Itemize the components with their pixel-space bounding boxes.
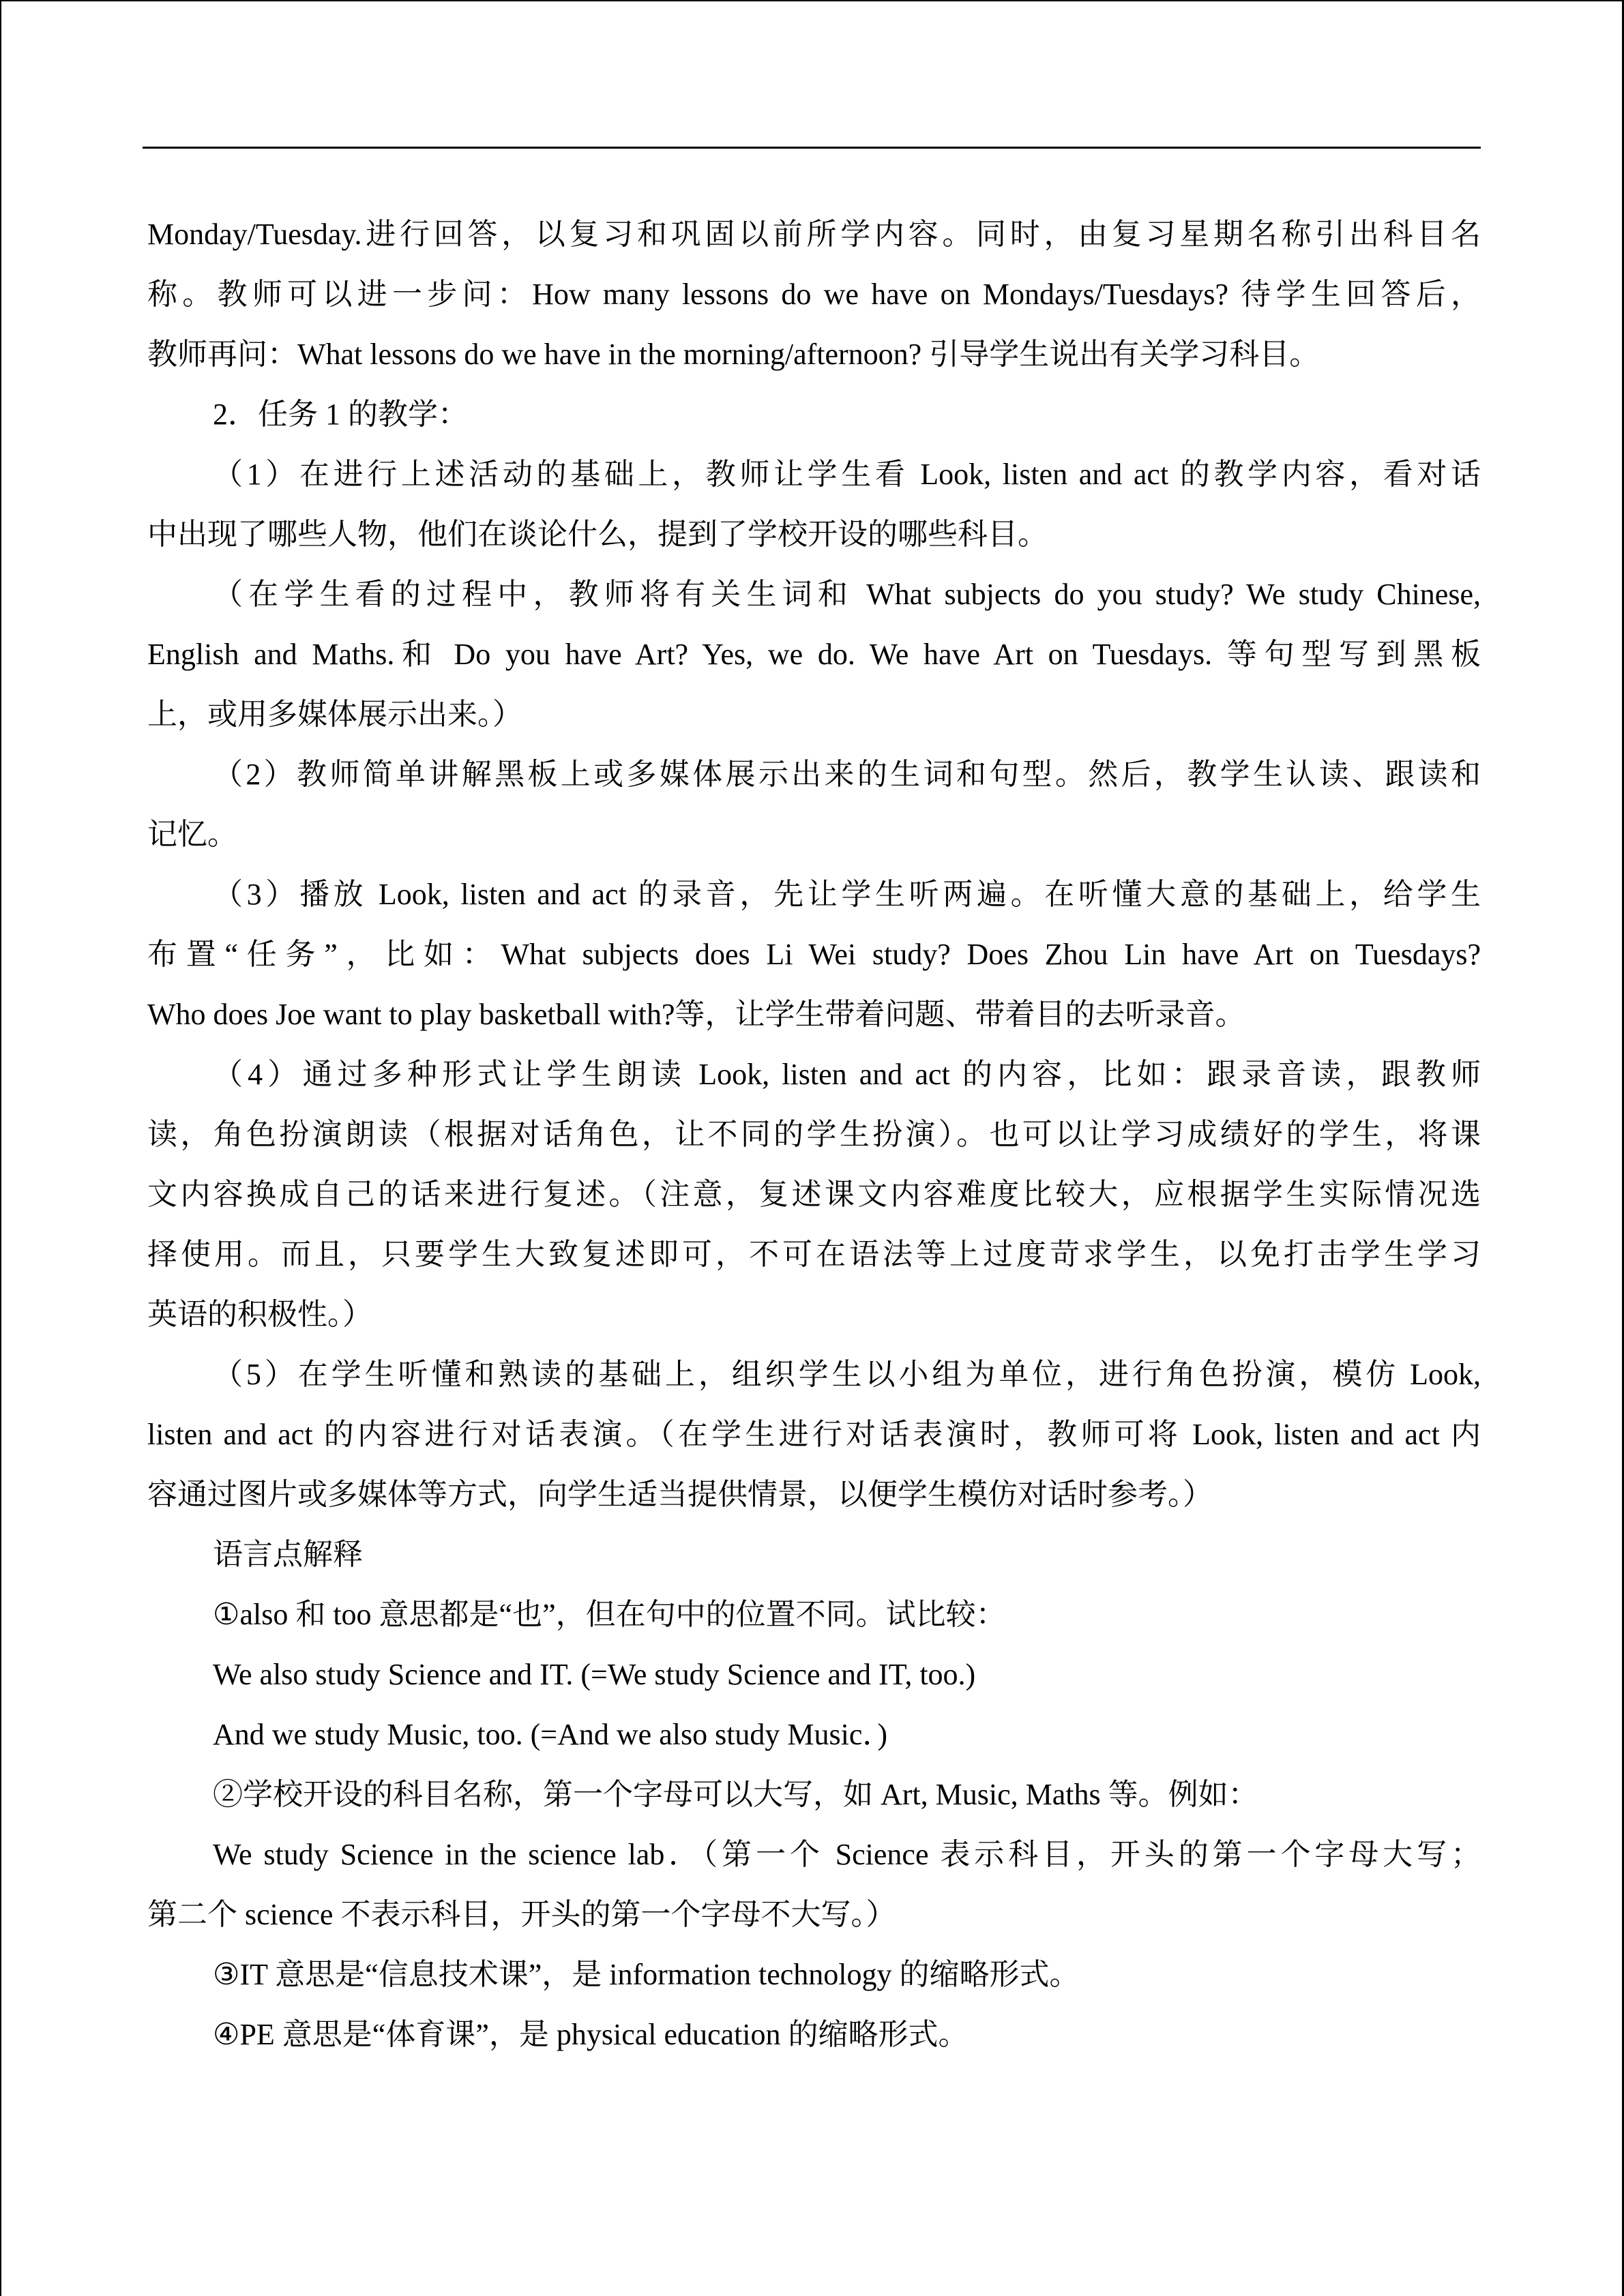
text-line: 英语的积极性。） [147, 1298, 372, 1331]
text-line: 上，或用多媒体展示出来。） [147, 698, 522, 731]
text-line: 文内容换成自己的话来进行复述。（注意，复述课文内容难度比较大，应根据学生实际情况选 [147, 1178, 1481, 1211]
text-line: （5）在学生听懂和熟读的基础上，组织学生以小组为单位，进行角色扮演，模仿 Look, [213, 1358, 1481, 1391]
text-line: （在学生看的过程中，教师将有关生词和 What subjects do you study? We study Chinese, [213, 578, 1481, 611]
text-line: （4）通过多种形式让学生朗读 Look, listen and act 的内容，比如：跟录音读，跟教师 [213, 1058, 1481, 1091]
text-line: 第二个 science 不表示科目，开头的第一个字母不大写。） [147, 1898, 896, 1931]
page-border-top [0, 0, 1624, 1]
text-line: ①also 和 too 意思都是“也”，但在句中的位置不同。试比较： [213, 1598, 1006, 1631]
page-border-left [0, 0, 1, 2296]
text-line: English and Maths.和 Do you have Art? Yes, we do. We have Art on Tuesdays. 等句型写到黑板 [147, 638, 1481, 671]
text-line: 中出现了哪些人物，他们在谈论什么，提到了学校开设的哪些科目。 [147, 518, 1048, 551]
header-rule [143, 147, 1481, 149]
example-sentence: We study Science in the science lab．（第一个 Science 表示科目，开头的第一个字母大写； [213, 1838, 1481, 1871]
text-line: （2）教师简单讲解黑板上或多媒体展示出来的生词和句型。然后，教学生认读、跟读和 [213, 758, 1481, 791]
text-line: 读，角色扮演朗读（根据对话角色，让不同的学生扮演）。也可以让学习成绩好的学生，将课 [147, 1118, 1481, 1151]
text-line: 记忆。 [147, 818, 237, 851]
text-line: ③IT 意思是“信息技术课”，是 information technology 的缩略形式。 [213, 1958, 1080, 1991]
subsection-heading: 语言点解释 [213, 1538, 363, 1571]
document-body [147, 205, 1481, 2065]
example-sentence: We also study Science and IT. (=We study Science and IT, too.) [213, 1658, 976, 1691]
text-line: 称。教师可以进一步问：How many lessons do we have on Mondays/Tuesdays? 待学生回答后， [147, 278, 1481, 311]
text-line: ④PE 意思是“体育课”，是 physical education 的缩略形式。 [213, 2018, 969, 2051]
example-sentence: And we study Music, too. (=And we also study Music．) [213, 1718, 888, 1751]
text-line: listen and act 的内容进行对话表演。（在学生进行对话表演时，教师可将 Look, listen and act 内 [147, 1418, 1481, 1451]
text-line: 布置“任务”，比如：What subjects does Li Wei study? Does Zhou Lin have Art on Tuesdays? [147, 938, 1481, 971]
text-line: Who does Joe want to play basketball with?等，让学生带着问题、带着目的去听录音。 [147, 998, 1245, 1031]
text-line: （3）播放 Look, listen and act 的录音，先让学生听两遍。在听懂大意的基础上，给学生 [213, 878, 1481, 911]
text-line: Monday/Tuesday.进行回答，以复习和巩固以前所学内容。同时，由复习星期名称引出科目名 [147, 218, 1481, 251]
section-heading: 2．任务 1 的教学： [213, 398, 468, 431]
text-line: 择使用。而且，只要学生大致复述即可，不可在语法等上过度苛求学生，以免打击学生学习 [147, 1238, 1481, 1271]
text-line: 容通过图片或多媒体等方式，向学生适当提供情景，以便学生模仿对话时参考。） [147, 1478, 1213, 1511]
text-line: （1）在进行上述活动的基础上，教师让学生看 Look, listen and act 的教学内容，看对话 [213, 458, 1481, 491]
text-line: 教师再问：What lessons do we have in the morning/afternoon? 引导学生说出有关学习科目。 [147, 338, 1320, 371]
text-line: ②学校开设的科目名称，第一个字母可以大写，如 Art, Music, Maths 等。例如： [213, 1778, 1258, 1811]
